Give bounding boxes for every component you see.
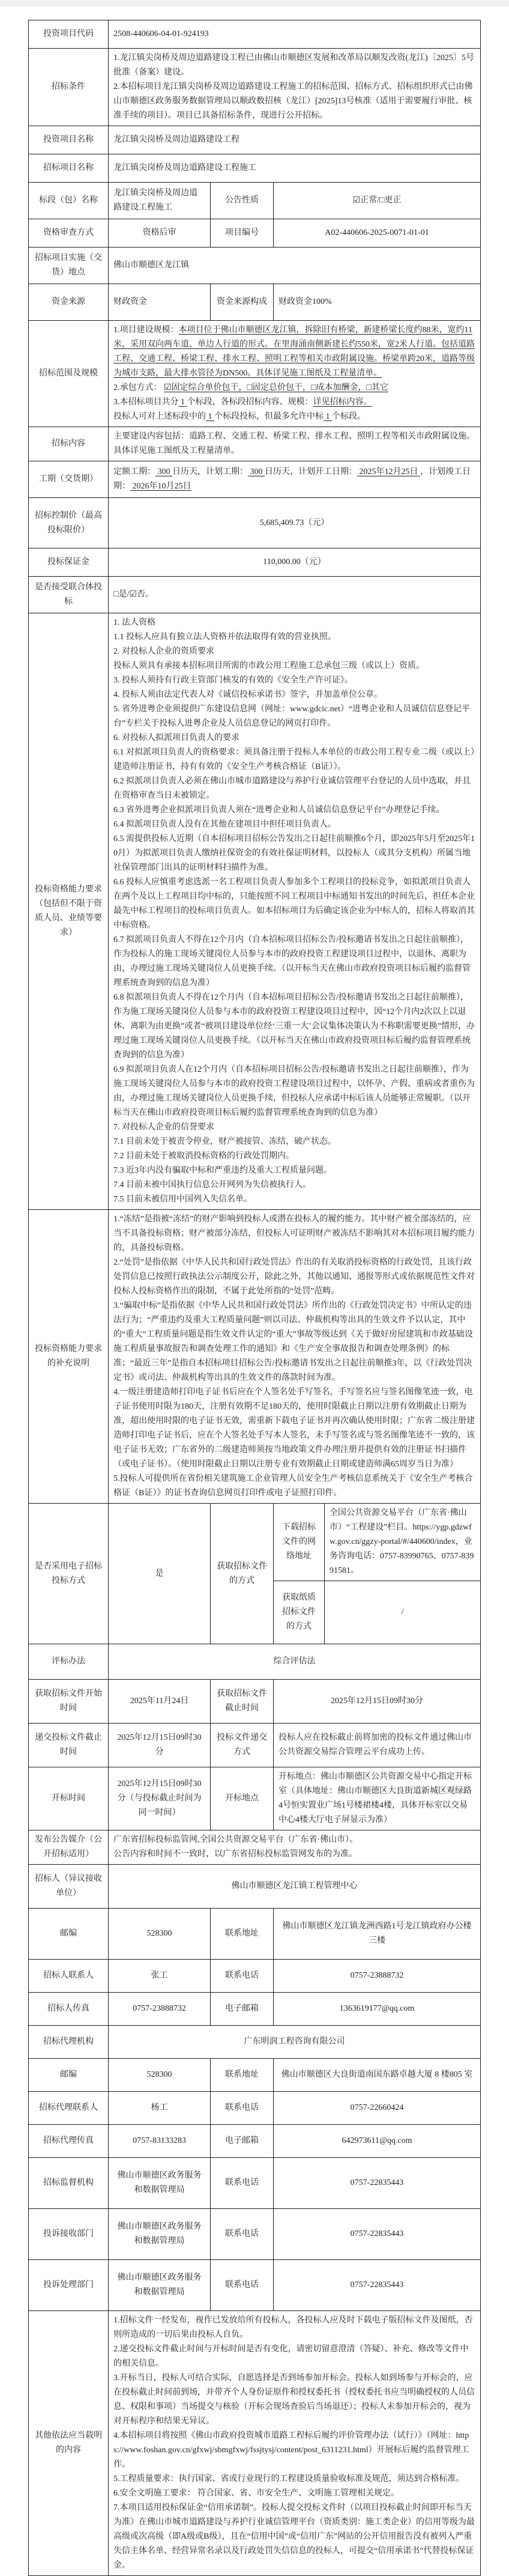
label-tenderer-phone: 联系电话: [211, 1960, 274, 1993]
row-scope: [29, 321, 481, 427]
label-paper-documents: 获取纸质招标文件的方式: [274, 1581, 325, 1644]
text-line: 6.3 省外进粤企业拟派项目负责人须在“进粤企业和人员诚信信息登记平台”办理登记手续。: [113, 806, 445, 815]
row-other-content: [29, 2311, 481, 2576]
text-segment: 2025年12月25日: [357, 467, 420, 476]
label-agency-email: 电子邮箱: [211, 2125, 274, 2158]
text-segment: 300: [155, 467, 172, 476]
text-line: 6.1 对拟派项目负责人的资格要求：须具备注册于投标人本单位的市政公用工程专业二级（或以上）建造师注册证书，持有有效的《安全生产考核合格证（B证）》。: [113, 748, 475, 771]
text-line: 6.安全文明施工要求： 符合国家、省、市安全生产、文明施工管理相关规定。: [113, 2489, 399, 2498]
row-evaluation-method: [29, 1644, 481, 1680]
value-opening-place: 开标地点：佛山市顺德区公共资源交易中心指定开标室（具体地址：佛山市顺德区大良街道新城区观绿路4号恒实置业广场1号楼裙楼4楼，具体开标室以交易中心4楼大厅电子屏显示为准）: [274, 1767, 481, 1830]
row-control-price: [29, 498, 481, 548]
text-line: 公告内容和时间不一致时，以广东省招标投标监管网发布的为准。: [113, 1850, 357, 1859]
value-location: 佛山市顺德区龙江镇: [109, 248, 481, 284]
label-document-end-time: 获取招标文件截止时间: [211, 1680, 274, 1724]
value-tender-name: 龙江镇尖岗桥及周边道路建设工程施工: [109, 154, 481, 183]
label-tenderer-address: 联系地址: [211, 1909, 274, 1960]
label-scope: 招标范围及规模: [29, 321, 109, 427]
row-tender-content: [29, 427, 481, 461]
value-agency-postcode: 528300: [109, 2059, 211, 2092]
label-control-price: 招标控制价（最高投标限价）: [29, 498, 109, 548]
value-agency-address: 佛山市顺德区大良街道南国东路卓越大厦 8 楼805 室: [274, 2059, 481, 2092]
row-funding: [29, 284, 481, 321]
label-complaint-receive: 投诉接收部门: [29, 2209, 109, 2260]
text-segment: 1: [324, 412, 332, 421]
label-qualification-supplement: 投标资格能力要求的补充说明: [29, 1210, 109, 1504]
text-line: 7.1 目前未处于被责令停业，财产被接管、冻结，破产状态。: [113, 1137, 336, 1146]
text-segment: 个标段，各标段招标内容、规模：: [187, 398, 313, 407]
label-submission-deadline: 递交投标文件截止时间: [29, 1724, 109, 1767]
label-project-number: 项目编号: [211, 219, 274, 248]
label-submission-method: 投标文件递交方式: [211, 1724, 274, 1767]
label-document-start-time: 获取招标文件开始时间: [29, 1680, 109, 1724]
label-announcement-media: 发布公告媒介（公开招标适用）: [29, 1830, 109, 1865]
row-agency-postcode: [29, 2059, 481, 2092]
value-tenderer-address: 佛山市顺德区龙江镇龙洲西路1号龙江镇政府办公楼三楼: [274, 1909, 481, 1960]
row-location: [29, 248, 481, 284]
row-project-code: [29, 20, 481, 49]
label-agency-postcode: 邮编: [29, 2059, 109, 2092]
value-supervisor: 佛山市顺德区政务服务和数据管理局: [109, 2158, 211, 2209]
text-line: 7.5 目前未被信用中国列入失信名单。: [113, 1195, 252, 1204]
row-qualification-review: [29, 219, 481, 248]
value-document-start-time: 2025年11月24日: [109, 1680, 211, 1724]
text-line: 2.本招标项目龙江镇尖岗桥及周边道路建设工程施工的招标范围、招标方式、招标组织形式已由佛山市顺德区政务服务数据管理局以顺政数招核（龙江）[2025]13号核准（适用于需要履行审批、核准手续的项目）。项目已具备招标条件，现进行公开招标。: [113, 82, 473, 120]
value-tenderer-contact: 张工: [109, 1960, 211, 1993]
text-line: 4. 投标人须由法定代表人对《诚信投标承诺书》签字，并加盖单位公章。: [113, 690, 382, 699]
label-qualification-requirements: 投标资格能力要求（包括但不限于资质人员、业绩等要求）: [29, 613, 109, 1210]
text-line: 7. 对投标人企业的信誉要求: [113, 1123, 214, 1132]
value-paper-documents: /: [325, 1581, 481, 1644]
value-duration: [109, 461, 481, 498]
text-line: 1.招标文件一经发布，视作已发放给所有投标人，各投标人应及时下载电子版招标文件及图纸，否则所造成的一切后果由投标人自负。: [113, 2316, 473, 2339]
value-conditions: [109, 49, 481, 126]
text-segment: 定额工期：: [113, 467, 155, 476]
text-line: 4.本招标项目将按照《佛山市政府投资城市道路工程标后履约评价管理办法（试行）》（网址：https://www.foshan.gov.cn/gfxwj/sbmgfxwj/fssjtysj/content/post_6311231.html）开展标后履约监督管理工作。: [113, 2431, 469, 2469]
label-agency-fax: 招标代理传真: [29, 2125, 109, 2158]
row-tender-name: [29, 154, 481, 183]
text-line: 1.1 投标人应具有独立法人资格并依法取得有效的营业执照。: [113, 633, 336, 642]
value-submission-method: 投标人应在投标截止前将加密的投标文件通过佛山市公共资源交易综合管理云平台成功上传。: [274, 1724, 481, 1767]
text-line: 2. 对投标人企业的资质要求: [113, 647, 214, 656]
text-segment: 1.项目建设规模：: [113, 326, 179, 335]
label-agency: 招标代理机构: [29, 2026, 109, 2059]
text-segment: 日历天，计划开工日期：: [265, 467, 357, 476]
value-complaint-receive: 佛山市顺德区政务服务和数据管理局: [109, 2209, 211, 2260]
label-complaint-handle-phone: 联系电话: [211, 2260, 274, 2311]
text-line: 6.8 拟派项目负责人不得在12个月内（自本招标项目招标公告/投标邀请书发出之日起往前顺推），作为施工现场关键岗位人员参与本市的政府投资工程建设项目过程中，因“12个月内2次以上以退休、离职为由更换”或者“被项目建设单位经‘三重一大’会议集体决策认为不称职需要更换”情形，办理过施工现场关键岗位人员更换手续。（以开标当天在佛山市政府投资项目标后履约监督管理系统查询到的信息为准）: [113, 993, 475, 1060]
label-tenderer: 招标人（异议接收单位）: [29, 1865, 109, 1909]
value-other-content: [109, 2311, 481, 2576]
label-tenderer-fax: 招标人传真: [29, 1993, 109, 2026]
text-segment: 投标人可对上述标段中的: [113, 412, 206, 421]
value-qualification-review: 资格后审: [109, 219, 211, 248]
value-section-name: 龙江镇尖岗桥及周边道路建设工程施工: [109, 183, 211, 219]
text-line: 7.3 近3年内没有骗取中标和严重违约及重大工程质量问题。: [113, 1166, 332, 1175]
label-tender-content: 招标内容: [29, 427, 109, 461]
value-tenderer-postcode: 528300: [109, 1909, 211, 1960]
text-line: 6.2 拟派项目负责人必须在佛山市城市道路建设与养护行业诚信管理平台登记的人员中选取，并且在资格审查当日未被锁定。: [113, 777, 471, 800]
text-line: 7.4 目前未被中国执行信息公开网列为失信被执行人。: [113, 1180, 311, 1189]
label-agency-phone: 联系电话: [211, 2092, 274, 2125]
text-line: 2.递交投标文件截止时间与开标时间是否有变化，请密切留意澄清（答疑）、补充、修改等文件中的相关信息。: [113, 2345, 469, 2368]
text-segment: 个标段。: [332, 412, 366, 421]
tender-announcement-table: [28, 20, 481, 2576]
text-line: 7.本项目适用投标保证金“信用承诺制”。投标人提交投标文件时（以项目投标截止时间即开标当天为准）在佛山市城市道路建设与养护行业诚信管理平台（资质类别：施工类企业）的信用等级为最高级或次高级（即A级或B级），且在“信用中国”或“信用广东”网站的公开信用报告没有被列入严重失信主体名单、经营异常名录以及行政处罚失信信息的投标人，可提交“信用承诺书”代替投标保证金。: [113, 2503, 475, 2570]
row-announcement-media: [29, 1830, 481, 1865]
value-agency-phone: 0757-22660424: [274, 2092, 481, 2125]
label-section-name: 标段（包）名称: [29, 183, 109, 219]
row-duration: [29, 461, 481, 498]
row-agency-fax: [29, 2125, 481, 2158]
text-line: 6.9 拟派项目负责人在12个月内（自本招标项目招标公告/投标邀请书发出之日起往前顺推），作为施工现场关键岗位人员参与本市的政府投资工程建设项目过程中，以怀孕、产假、重病或者重伤为由，办理过施工现场关键岗位人员更换手续，但投标人应承诺中标后该人员能够正常履职。（以开标当天在佛山市政府投资项目标后履约监督管理系统查询到的信息为准）: [113, 1065, 475, 1117]
value-agency-fax: 0757-83133283: [109, 2125, 211, 2158]
scope-para-3: [113, 395, 475, 410]
text-segment: 本项目位于佛山市顺德区龙江镇，拆除旧有桥梁，新建桥梁长度约88米，宽约11米，采用双向两车道、单边人行道的形式。在里海涌南侧新建长约550米，宽2米人行道。包括道路工程、交通工程、桥梁工程、排水工程、照明工程等相关市政附属设施。桥梁单跨20米，道路等级为城市支路，最大排水管径为DN500。具体详见施工图纸及工程量清单。: [113, 326, 475, 378]
text-line: 1. 法人资格: [113, 618, 155, 627]
value-complaint-handle-phone: 0757-22835443: [274, 2260, 481, 2311]
scope-para-2: [113, 381, 475, 395]
text-line: 3.“骗取中标”是指依据《中华人民共和国行政处罚法》所作出的《行政处罚决定书》中所认定的违法行为；“严重违约及重大工程质量问题”则以司法、仲裁机构等出具的生效文件予以认定，其中的“重大”工程质量问题是指生效文件认定的“重大”事故等级达到《关于做好房屋建筑和市政基础设施工程质量事故报告和调查处理工作的通知》和《生产安全事故报告和调查处理条例》的标准；“最近三年”是指自本招标项目招标公告/投标邀请书发出之日起往前顺推3年，以《行政处罚决定书》或司法、仲裁机构等出具的生效文件的落款时间为准。: [113, 1301, 473, 1382]
text-segment: 2.承包方式：: [113, 383, 164, 392]
row-complaint-handle: [29, 2260, 481, 2311]
text-line: 5.工程质量要求：执行国家、省或行业现行的工程建设质量验收标准及规范，须达到合格标准。: [113, 2474, 465, 2483]
row-investment-name: [29, 126, 481, 154]
row-supervisor: [29, 2158, 481, 2209]
value-tenderer-email: 1363619177@qq.com: [274, 1993, 481, 2026]
row-conditions: [29, 49, 481, 126]
row-submission: [29, 1724, 481, 1767]
row-consortium: [29, 577, 481, 613]
text-segment: ☑固定综合单价包干，□固定总价包干，□成本加酬金，□其它: [164, 383, 388, 392]
value-complaint-handle: 佛山市顺德区政务服务和数据管理局: [109, 2260, 211, 2311]
text-line: 5.投标人可提供所在省份相关建筑施工企业管理人员安全生产考核信息系统关于《安全生产考核合格证（B证）》的证书查询信息网页打印件或电子证照打印件。: [113, 1474, 473, 1498]
label-electronic-bidding: 是否采用电子招标投标方式: [29, 1504, 109, 1644]
text-line: 6.4 拟派项目负责人没有在其他在建项目中担任项目负责人。: [113, 820, 336, 829]
label-supervisor-phone: 联系电话: [211, 2158, 274, 2209]
label-funding-composition: 资金来源构成: [211, 284, 274, 321]
text-line: 1.“冻结”是指被“冻结”的财产影响到投标人或潜在投标人的履约能力。其中财产被全部冻结的，应当不具备投标资格；财产被部分冻结，但投标人可证明财产被冻结不影响其对本招标项目履约能力的，具备投标资格。: [113, 1215, 475, 1253]
label-tenderer-postcode: 邮编: [29, 1909, 109, 1960]
label-agency-contact: 招标代理联系人: [29, 2092, 109, 2125]
value-funding: 财政资金: [109, 284, 211, 321]
text-line: 6.5 需提供投标人近期（自本招标项目招标公告发出之日起往前顺推6个月，即2025年5月至2025年10月）为拟派项目负责人缴纳社保资金的有效社保证明材料，以投标人（或其分支机构）所属当地社保管理部门出具的证明材料扫描件为准。: [113, 834, 475, 872]
text-line: 6. 对投标人拟派项目负责人的要求: [113, 734, 239, 743]
page-top-band: [0, 0, 509, 7]
label-bid-bond: 投标保证金: [29, 548, 109, 577]
value-funding-composition: 财政资金100%: [274, 284, 481, 321]
value-agency-contact: 杨工: [109, 2092, 211, 2125]
value-bid-bond: 110,000.00（元）: [109, 548, 481, 577]
text-line: 7.2 目前未处于被取消投标资格的行政处罚期内。: [113, 1152, 294, 1161]
label-investment-name: 投资项目名称: [29, 126, 109, 154]
value-supervisor-phone: 0757-22835443: [274, 2158, 481, 2209]
value-notice-type: ☑正常/□更正: [274, 183, 481, 219]
value-tenderer-phone: 0757-23888732: [274, 1960, 481, 1993]
label-location: 招标项目实施（交货）地点: [29, 248, 109, 284]
value-download-address: 全国公共资源交易平台（广东省·佛山市）“工程建设”栏目。https://ygp.gdzwfw.gov.cn/ggzy-portal/#/440600/index，业务咨询电话：0757-83990765、0757-83991581。: [325, 1504, 481, 1581]
row-tenderer-postcode: [29, 1909, 481, 1960]
text-segment: 1: [206, 412, 214, 421]
label-tenderer-contact: 招标人联系人: [29, 1960, 109, 1993]
value-agency: 广东明润工程咨询有限公司: [109, 2026, 481, 2059]
row-complaint-receive: [29, 2209, 481, 2260]
row-qualification-requirements: [29, 613, 481, 1210]
value-tenderer-fax: 0757-23888732: [109, 1993, 211, 2026]
scope-para-1: [113, 323, 475, 381]
row-bid-bond: [29, 548, 481, 577]
label-tenderer-email: 电子邮箱: [211, 1993, 274, 2026]
text-segment: 300: [248, 467, 265, 476]
row-electronic-bidding: [29, 1504, 481, 1581]
value-tender-content: 主要建设内容包括：道路工程、交通工程、桥梁工程、排水工程、照明工程等相关市政附属设施。具体详见施工图纸及工程量清单。: [109, 427, 481, 461]
label-complaint-handle: 投诉处理部门: [29, 2260, 109, 2311]
text-segment: 详见招标内容。: [313, 398, 372, 407]
row-section-name: [29, 183, 481, 219]
label-tender-name: 招标项目名称: [29, 154, 109, 183]
label-opening-time: 开标时间: [29, 1767, 109, 1830]
text-segment: 日历天，计划工期：: [172, 467, 248, 476]
value-tenderer: 佛山市顺德区龙江镇工程管理中心: [109, 1865, 481, 1909]
value-evaluation-method: 综合评估法: [109, 1644, 481, 1680]
row-tenderer: [29, 1865, 481, 1909]
value-project-number: A02-440606-2025-0071-01-01: [274, 219, 481, 248]
label-complaint-receive-phone: 联系电话: [211, 2209, 274, 2260]
label-notice-type: 公告性质: [211, 183, 274, 219]
label-other-content: 其他依法应当载明的内容: [29, 2311, 109, 2576]
text-line: 广东省招标投标监管网,全国公共资源交易平台（广东省·佛山市）。: [113, 1835, 358, 1844]
value-consortium: □是/☑否。: [109, 577, 481, 613]
value-announcement-media: [109, 1830, 481, 1865]
text-line: 投标人须具有承接本招标项目所需的市政公用工程施工总承包三级（或以上）资质。: [113, 661, 424, 670]
label-funding: 资金来源: [29, 284, 109, 321]
label-project-code: 投资项目代码: [29, 20, 109, 49]
row-document-time: [29, 1680, 481, 1724]
label-qualification-review: 资格审查方式: [29, 219, 109, 248]
label-download-address: 下载招标文件的网络地址: [274, 1504, 325, 1581]
scope-para-4: [113, 410, 475, 424]
value-electronic-bidding: 是: [109, 1504, 211, 1644]
text-line: 3. 投标人须持有行政主管部门核发的有效的《安全生产许可证》。: [113, 676, 353, 685]
row-tenderer-contact: [29, 1960, 481, 1993]
value-control-price: 5,685,409.73（元）: [109, 498, 481, 548]
text-segment: ，计划竣工日期：: [113, 467, 471, 491]
value-agency-email: 642973611@qq.com: [274, 2125, 481, 2158]
text-segment: 个标段投标，但最多允许中标: [214, 412, 324, 421]
label-opening-place: 开标地点: [211, 1767, 274, 1830]
value-project-code: 2508-440606-04-01-924193: [109, 20, 481, 49]
label-evaluation-method: 评标办法: [29, 1644, 109, 1680]
value-document-end-time: 2025年12月15日09时30分: [274, 1680, 481, 1724]
text-line: 5. 省外进粤企业须提供广东建设信息网（网址：www.gdcic.net）“进粤企业和人员诚信信息登记平台”专栏关于投标人进粤企业及人员信息登记的网页打印件。: [113, 705, 471, 728]
value-qualification-supplement: [109, 1210, 481, 1504]
row-bid-opening: [29, 1767, 481, 1830]
label-conditions: 招标条件: [29, 49, 109, 126]
row-agency-contact: [29, 2092, 481, 2125]
label-obtain-documents: 获取招标文件的方式: [211, 1504, 274, 1644]
text-line: 2.“处罚”是指依据《中华人民共和国行政处罚法》作出的有关取消投标资格的行政处罚，且该行政处罚信息已按照行政执法公示制度公开，除此之外，其他以通知、通报等形式或依据规范性文件对投标人投标资格作出的限制，不属于此处所指的“处罚”范畴。: [113, 1258, 475, 1296]
value-qualification-requirements: [109, 613, 481, 1210]
label-supervisor: 招标监督机构: [29, 2158, 109, 2209]
text-line: 4.一级注册建造师打印电子证书后应在个人签名处手写签名，手写签名应与签名图像笔迹一致，电子证书使用时限为180天，注册有效期不足180天的，使用时限截止日期以注册有效期截止日期为准，超出使用时限的电子证书无效，需重新下载电子证书并再次确认使用时限；广东省二级注册建造师打印电子证书后，应在个人签名处手写本人签名，未手写签名或与签名图像笔迹不一致的，该电子证书无效；广东省外的二级建造师须按当地政策文件办理注册并提供有效的注册证书扫描件（或电子证书）。（使用时限截止日期以注册专业有效期截止日期或建造师满65周岁当日为准）: [113, 1388, 475, 1469]
row-qualification-supplement: [29, 1210, 481, 1504]
text-segment: 2026年10月25日: [130, 482, 191, 491]
text-line: 6.7 拟派项目负责人不得在12个月内（自本招标项目招标公告/投标邀请书发出之日起往前顺推），作为投标人的施工现场关键岗位人员参与本市的政府投资工程建设项目过程中，以退休、离职为由，办理过施工现场关键岗位人员更换手续。（以开标当天在佛山市政府投资项目标后履约监督管理系统查询到的信息为准）: [113, 935, 471, 988]
value-scope: [109, 321, 481, 427]
row-tenderer-fax: [29, 1993, 481, 2026]
value-opening-time: 2025年12月15日09时30分（与投标截止时间为同一时间）: [109, 1767, 211, 1830]
text-line: 3.开标当日，投标人可结合实际，自愿选择是否到场参加开标会。投标人如到场参与开标会的，应在投标截止时间前到场，并带齐个人身份证原件和授权委托书（授权委托书应当明确授权的人员信息、权限和事项）当场提交与核验（开标会现场查验后当场退还）；投标人未参加开标会的，视为对开标程序和结果无异议。: [113, 2374, 475, 2426]
value-investment-name: 龙江镇尖岗桥及周边道路建设工程: [109, 126, 481, 154]
text-line: 6.6 投标人应慎重考虑选派一名工程项目负责人参加多个工程项目的投标竞争，如拟派项目负责人在两个及以上工程项目均中标的，只能按照不同工程项目中标通知书发出的时间先后，担任本企业最先中标工程项目的投标项目负责人。如本招标项目为后确定该企业为中标人的，招标人将取消其中标资格。: [113, 878, 475, 930]
text-segment: 1: [178, 398, 187, 407]
text-segment: 3.本招标项目共分: [113, 398, 179, 407]
label-duration: 工期（交货期）: [29, 461, 109, 498]
value-complaint-receive-phone: 0757-22835443: [274, 2209, 481, 2260]
row-agency: [29, 2026, 481, 2059]
label-consortium: 是否接受联合体投标: [29, 577, 109, 613]
text-line: 1.龙江镇尖岗桥及周边道路建设工程已由佛山市顺德区发展和改革局以顺发改资(龙江)〔2025〕5号批准（备案）建设。: [113, 53, 474, 77]
label-agency-address: 联系地址: [211, 2059, 274, 2092]
value-submission-deadline: 2025年12月15日09时30分: [109, 1724, 211, 1767]
